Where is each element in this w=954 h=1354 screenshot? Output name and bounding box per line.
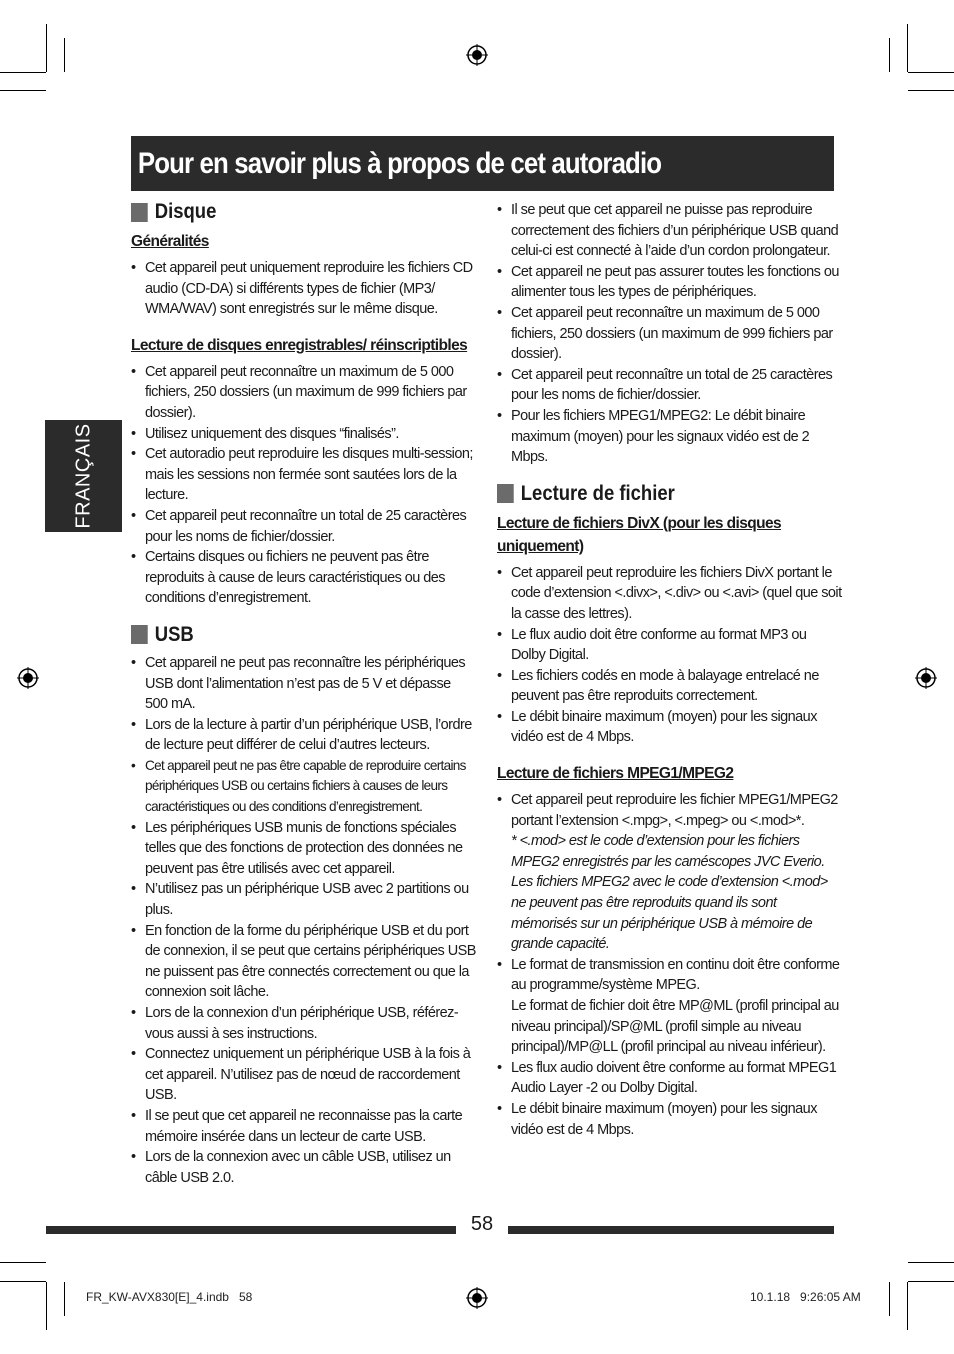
subheading-mpeg: Lecture de fichiers MPEG1/MPEG2 (497, 765, 734, 783)
section-title: Lecture de fichier (520, 481, 675, 505)
subheading-disques-enregistrables: Lecture de disques enregistrables/ réinscriptibles (131, 336, 468, 354)
list-item: • N’utilisez pas un périphérique USB avec 2 partitions ou plus. (131, 879, 476, 920)
list-item: • Cet appareil ne peut pas reconnaître les périphériques USB dont l’alimentation n’est pas de 5 V et dépasse 500 mA. (131, 653, 476, 715)
list-item: • Lors de la connexion d’un périphérique USB, référez-vous aussi à ses instructions. (131, 1003, 476, 1044)
list-item: • Il se peut que cet appareil ne puisse pas reproduire correctement des fichiers d’un périphérique USB quand celui-ci est connecté à l’aide d’un cordon prolongateur. (497, 200, 842, 262)
list-item: • Cet appareil peut reconnaître un maximum de 5 000 fichiers, 250 dossiers (un maximum de 999 fichiers par dossier). (131, 362, 476, 424)
list-item: • Les fichiers codés en mode à balayage entrelacé ne peuvent pas être reproduits correctement. (497, 666, 842, 707)
crop-mark (908, 72, 954, 73)
crop-mark (908, 1262, 954, 1263)
subheading-generalites: Généralités (131, 233, 209, 250)
list-item: • Pour les fichiers MPEG1/MPEG2: Le débit binaire maximum (moyen) pour les signaux vidéo est de 2 Mbps. (497, 406, 842, 468)
list-item: • Lors de la lecture à partir d’un périphérique USB, l’ordre de lecture peut différer de celui d’autres lecteurs. (131, 715, 476, 756)
registration-mark-icon (17, 667, 39, 689)
list-item: • Les périphériques USB munis de fonctions spéciales telles que des fonctions de protection des données ne peuvent pas être utilisés avec cet appareil. (131, 818, 476, 880)
list-item: • Le débit binaire maximum (moyen) pour les signaux vidéo est de 4 Mbps. (497, 1099, 842, 1140)
crop-mark (46, 1282, 47, 1330)
usb-list-left (131, 653, 476, 1188)
list-item: • Cet appareil peut ne pas être capable de reproduire certains périphériques USB ou certains fichiers à causes de leurs caractéristiques ou des conditions d’enregistrement. (131, 756, 476, 818)
crop-mark (64, 38, 65, 72)
section-heading-usb (131, 623, 435, 647)
page-title-bar (131, 136, 834, 191)
crop-mark (907, 24, 908, 72)
crop-mark (889, 38, 890, 72)
list-item: • Cet appareil ne peut pas assurer toutes les fonctions ou alimenter tous les types de périphériques. (497, 262, 842, 303)
list-item: • Cet appareil peut reconnaître un maximum de 5 000 fichiers, 250 dossiers (un maximum de 999 fichiers par dossier). (497, 303, 842, 365)
section-marker-icon (131, 625, 148, 644)
list-item: • Cet appareil peut reconnaître un total de 25 caractères pour les noms de fichier/dossier. (131, 506, 476, 547)
mpeg-list (497, 790, 842, 1140)
list-item (497, 955, 842, 1058)
crop-mark (64, 1282, 65, 1316)
footnote: * <.mod> est le code d’extension pour les fichiers MPEG2 enregistrés par les caméscopes JVC Everio. Les fichiers MPEG2 avec le code d’extension <.mod> ne peuvent pas être reproduits quand ils sont mémorisés sur un périphérique USB à mémoire de grande capacité. (511, 833, 828, 953)
list-item: • En fonction de la forme du périphérique USB et du port de connexion, il se peut que certains périphériques USB ne puissent pas être connectés correctement ou que la connexion soit lâche. (131, 921, 476, 1003)
language-label: FRANÇAIS (72, 423, 94, 529)
section-marker-icon (131, 203, 148, 222)
section-heading-disque (131, 200, 435, 224)
page-number: 58 (470, 1213, 494, 1235)
section-title: USB (154, 622, 194, 646)
list-item: • Il se peut que cet appareil ne reconnaisse pas la carte mémoire insérée dans un lecteur de carte USB. (131, 1106, 476, 1147)
crop-mark (907, 1282, 908, 1330)
crop-mark (908, 90, 954, 91)
crop-mark (908, 1281, 954, 1282)
list-item: • Cet appareil peut reconnaître un total de 25 caractères pour les noms de fichier/dossier. (497, 365, 842, 406)
list-item-text: • Cet appareil peut reproduire les fichier MPEG1/MPEG2 portant l’extension <.mpg>, <.mpeg> ou <.mod>*. (511, 792, 838, 829)
language-tab (45, 420, 122, 532)
registration-mark-icon (466, 44, 488, 66)
page-title: Pour en savoir plus à propos de cet autoradio (137, 147, 662, 180)
list-item: • Les flux audio doivent être conforme au format MPEG1 Audio Layer -2 ou Dolby Digital. (497, 1058, 842, 1099)
bottom-rule-left (46, 1226, 456, 1234)
list-item: • Cet appareil peut uniquement reproduire les fichiers CD audio (CD-DA) si différents types de fichier (MP3/ WMA/WAV) sont enregistrés sur le même disque. (131, 258, 476, 320)
list-item: • Certains disques ou fichiers ne peuvent pas être reproduits à cause de leurs caractéristiques ou des conditions d’enregistrement. (131, 547, 476, 609)
crop-mark (0, 1262, 46, 1263)
registration-mark-icon (466, 1287, 488, 1309)
list-item: • Le flux audio doit être conforme au format MP3 ou Dolby Digital. (497, 625, 842, 666)
left-column (131, 200, 476, 1202)
list-item-text: Le format de fichier doit être MP@ML (profil principal au niveau principal)/SP@ML (profil simple au niveau principal)/MP@LL (profil principal au niveau inférieur). (511, 998, 839, 1056)
section-title: Disque (154, 200, 217, 223)
list-item: • Utilisez uniquement des disques “finalisés”. (131, 424, 476, 445)
list-item: • Connectez uniquement un périphérique USB à la fois à cet appareil. N’utilisez pas de nœud de raccordement USB. (131, 1044, 476, 1106)
list-item: • Lors de la connexion avec un câble USB, utilisez un câble USB 2.0. (131, 1147, 476, 1188)
footer-timestamp: 10.1.18 9:26:05 AM (750, 1290, 861, 1304)
divx-list (497, 563, 842, 748)
list-item: • Le débit binaire maximum (moyen) pour les signaux vidéo est de 4 Mbps. (497, 707, 842, 748)
registration-mark-icon (915, 667, 937, 689)
crop-mark (0, 1281, 46, 1282)
crop-mark (0, 90, 46, 91)
list-item: • Cet autoradio peut reproduire les disques multi-session; mais les sessions non fermée sont sautées lors de la lecture. (131, 444, 476, 506)
crop-mark (889, 1282, 890, 1316)
list-item-text: • Le format de transmission en continu doit être conforme au programme/système MPEG. (511, 956, 840, 994)
subheading-divx: Lecture de fichiers DivX (pour les disques uniquement) (497, 514, 782, 555)
crop-mark (0, 72, 46, 73)
section-marker-icon (497, 484, 514, 503)
section-heading-lecture-de-fichier (497, 482, 801, 506)
bottom-rule-right (508, 1226, 834, 1234)
list-item (497, 790, 842, 955)
footer-file-info: FR_KW-AVX830[E]_4.indb 58 (86, 1290, 253, 1304)
right-column (497, 200, 842, 1154)
disques-enregistrables-list (131, 362, 476, 609)
crop-mark (46, 24, 47, 72)
usb-list-right (497, 200, 842, 468)
generalites-list (131, 258, 476, 320)
list-item: • Cet appareil peut reproduire les fichiers DivX portant le code d’extension <.divx>, <.div> ou <.avi> (quel que soit la casse des lettres). (497, 563, 842, 625)
